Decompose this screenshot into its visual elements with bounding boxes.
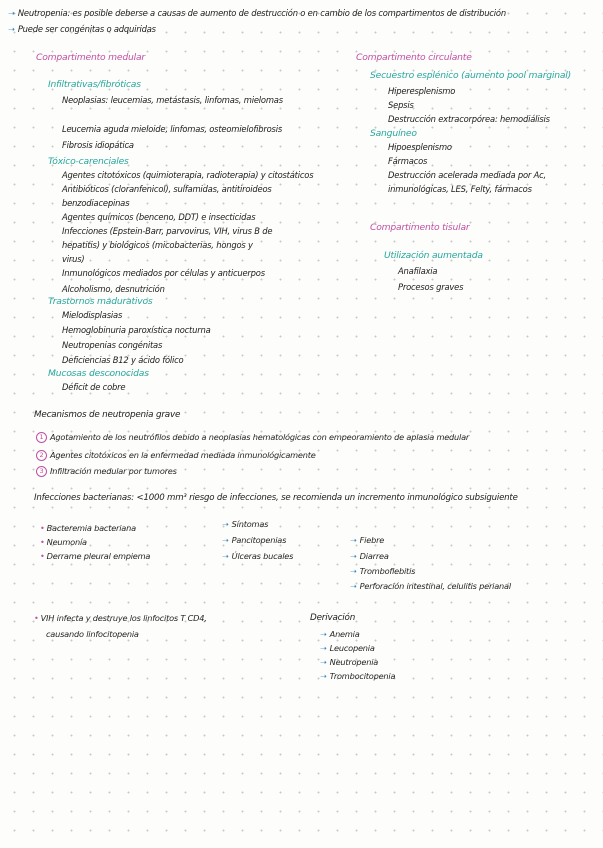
utilizacion-heading: Utilización aumentada — [384, 250, 483, 261]
secuestro-item: Destrucción extracorpórea: hemodiálisis — [388, 114, 550, 124]
toxico-item: Antibióticos (cloranfenicol), sulfamidas, antitiroideos — [62, 184, 272, 194]
derivation-label: Neutropenia — [329, 657, 379, 667]
infections-col1-item — [40, 523, 136, 533]
sanguineo-item: Hipoesplenismo — [388, 142, 452, 152]
mechanism-item — [36, 450, 316, 461]
infection-label: Fiebre — [359, 535, 385, 545]
number-circle-icon: 1 — [36, 432, 47, 443]
toxico-item: Alcoholismo, desnutrición — [62, 284, 165, 294]
toxico-item: Agentes citotóxicos (quimioterapia, radioterapia) y citostáticos — [62, 170, 314, 180]
compartimento-medular-heading: Compartimento medular — [36, 52, 145, 63]
mechanisms-heading: Mecanismos de neutropenia grave — [34, 410, 181, 420]
sanguineo-item: Destrucción acelerada mediada por Ac, — [388, 170, 547, 180]
arrow-right-icon: ➝ — [8, 8, 15, 18]
arrow-right-icon: ➝ — [350, 566, 357, 576]
vih-text: VIH infecta y destruye los linfocitos T CD4, — [40, 613, 207, 623]
secuestro-item: Hiperesplenismo — [388, 86, 456, 96]
secuestro-heading: Secuestro esplénico (aumento pool marginal) — [370, 70, 572, 81]
secuestro-item: Sepsis — [388, 100, 414, 110]
compartimento-tisular-heading: Compartimento tisular — [370, 222, 470, 233]
derivation-label: Anemia — [329, 629, 360, 639]
arrow-right-icon: ➝ — [222, 519, 229, 529]
vih-line-2: causando linfocitopenia — [46, 629, 139, 639]
compartimento-circulante-heading: Compartimento circulante — [356, 52, 472, 63]
toxico-heading: Tóxico-carenciales — [48, 156, 129, 167]
intro-text-2: Puede ser congénitas o adquiridas — [17, 24, 156, 34]
bullet-icon: • — [34, 613, 39, 623]
arrow-right-icon: ➝ — [320, 643, 327, 653]
arrow-right-icon: ➝ — [320, 657, 327, 667]
mechanism-text: Agotamiento de los neutrófilos debido a neoplasias hematológicas con empeoramiento de aplasia medular — [50, 432, 470, 442]
infection-label: Tromboflebitis — [359, 566, 416, 576]
arrow-right-icon: ➝ — [222, 551, 229, 561]
toxico-item: benzodiacepinas — [62, 198, 130, 208]
arrow-right-icon: ➝ — [320, 671, 327, 681]
arrow-right-icon: ➝ — [350, 581, 357, 591]
infiltrativas-heading: Infiltrativas/fibróticas — [48, 79, 141, 90]
derivation-item — [320, 657, 378, 667]
bullet-icon: • — [40, 551, 45, 561]
arrow-right-icon: ➝ — [8, 24, 15, 34]
intro-line-2 — [8, 24, 156, 34]
trastornos-heading: Trastornos madurativos — [48, 296, 153, 307]
mechanism-text: Infiltración medular por tumores — [50, 466, 177, 476]
derivation-label: Leucopenia — [329, 643, 375, 653]
infections-col3-item — [350, 535, 384, 545]
infection-label: Diarrea — [359, 551, 389, 561]
derivation-label: Trombocitopenia — [329, 671, 396, 681]
infection-label: Derrame pleural empiema — [46, 551, 151, 561]
intro-text-1: Neutropenia: es posible deberse a causas de aumento de destrucción o en cambio de los compartimentos de distribución — [17, 8, 506, 18]
infiltrativas-item: Neoplasias: leucemias, metástasis, linfomas, mielomas — [62, 95, 283, 105]
infections-col2-item — [222, 535, 286, 545]
infections-col1-item — [40, 551, 150, 561]
arrow-right-icon: ➝ — [350, 551, 357, 561]
infiltrativas-item: Leucemia aguda mieloide, linfomas, osteomielofibrosis — [62, 124, 282, 134]
toxico-item: virus) — [62, 254, 85, 264]
derivation-item — [320, 643, 375, 653]
arrow-right-icon: ➝ — [320, 629, 327, 639]
trastornos-item: Deficiencias B12 y ácido fólico — [62, 355, 184, 365]
infections-heading: Infecciones bacterianas: <1000 mm³ riesgo de infecciones, se recomienda un incremento inmunológico subsiguiente — [34, 493, 518, 503]
tisular-item: Procesos graves — [398, 282, 464, 292]
vih-line-1 — [34, 613, 207, 623]
mechanism-item — [36, 432, 469, 443]
mechanism-text: Agentes citotóxicos en la enfermedad mediada inmunológicamente — [50, 450, 316, 460]
bullet-icon: • — [40, 537, 45, 547]
infection-label: Úlceras bucales — [231, 551, 294, 561]
trastornos-item: Mielodisplasias — [62, 310, 123, 320]
toxico-item: Inmunológicos mediados por células y anticuerpos — [62, 268, 265, 278]
sanguineo-item: Fármacos — [388, 156, 428, 166]
tisular-item: Anafilaxia — [398, 266, 438, 276]
infection-label: Bacteremia bacteriana — [46, 523, 136, 533]
infection-label: Perforación intestinal, celulitis perianal — [359, 581, 511, 591]
sanguineo-item: inmunológicas, LES, Felty, fármacos — [388, 184, 532, 194]
mucosas-heading: Mucosas desconocidas — [48, 368, 149, 379]
bullet-icon: • — [40, 523, 45, 533]
infections-col2-item — [222, 519, 268, 529]
trastornos-item: Neutropenias congénitas — [62, 340, 163, 350]
infections-col3-item — [350, 551, 389, 561]
derivation-heading: Derivación — [310, 613, 356, 623]
infection-label: Neumonía — [46, 537, 87, 547]
infections-col3-item — [350, 566, 415, 576]
infections-col2-item — [222, 551, 293, 561]
sanguineo-heading: Sanguíneo — [370, 128, 417, 139]
infections-col3-item — [350, 581, 511, 591]
arrow-right-icon: ➝ — [222, 535, 229, 545]
trastornos-item: Hemoglobinuria paroxística nocturna — [62, 325, 211, 335]
toxico-item: Agentes químicos (benceno, DDT) e insecticidas — [62, 212, 256, 222]
infection-label: Pancitopenias — [231, 535, 287, 545]
mechanism-item — [36, 466, 177, 477]
arrow-right-icon: ➝ — [350, 535, 357, 545]
toxico-item: Infecciones (Epstein-Barr, parvovirus, VIH, virus B de — [62, 226, 273, 236]
toxico-item: hepatitis) y biológicos (micobacterias, hongos y — [62, 240, 253, 250]
number-circle-icon: 3 — [36, 466, 47, 477]
derivation-item — [320, 629, 360, 639]
infection-label: Síntomas — [231, 519, 269, 529]
infections-col1-item — [40, 537, 87, 547]
number-circle-icon: 2 — [36, 450, 47, 461]
intro-line-1 — [8, 8, 506, 18]
mucosas-item: Déficit de cobre — [62, 382, 126, 392]
derivation-item — [320, 671, 395, 681]
infiltrativas-item: Fibrosis idiopática — [62, 140, 134, 150]
